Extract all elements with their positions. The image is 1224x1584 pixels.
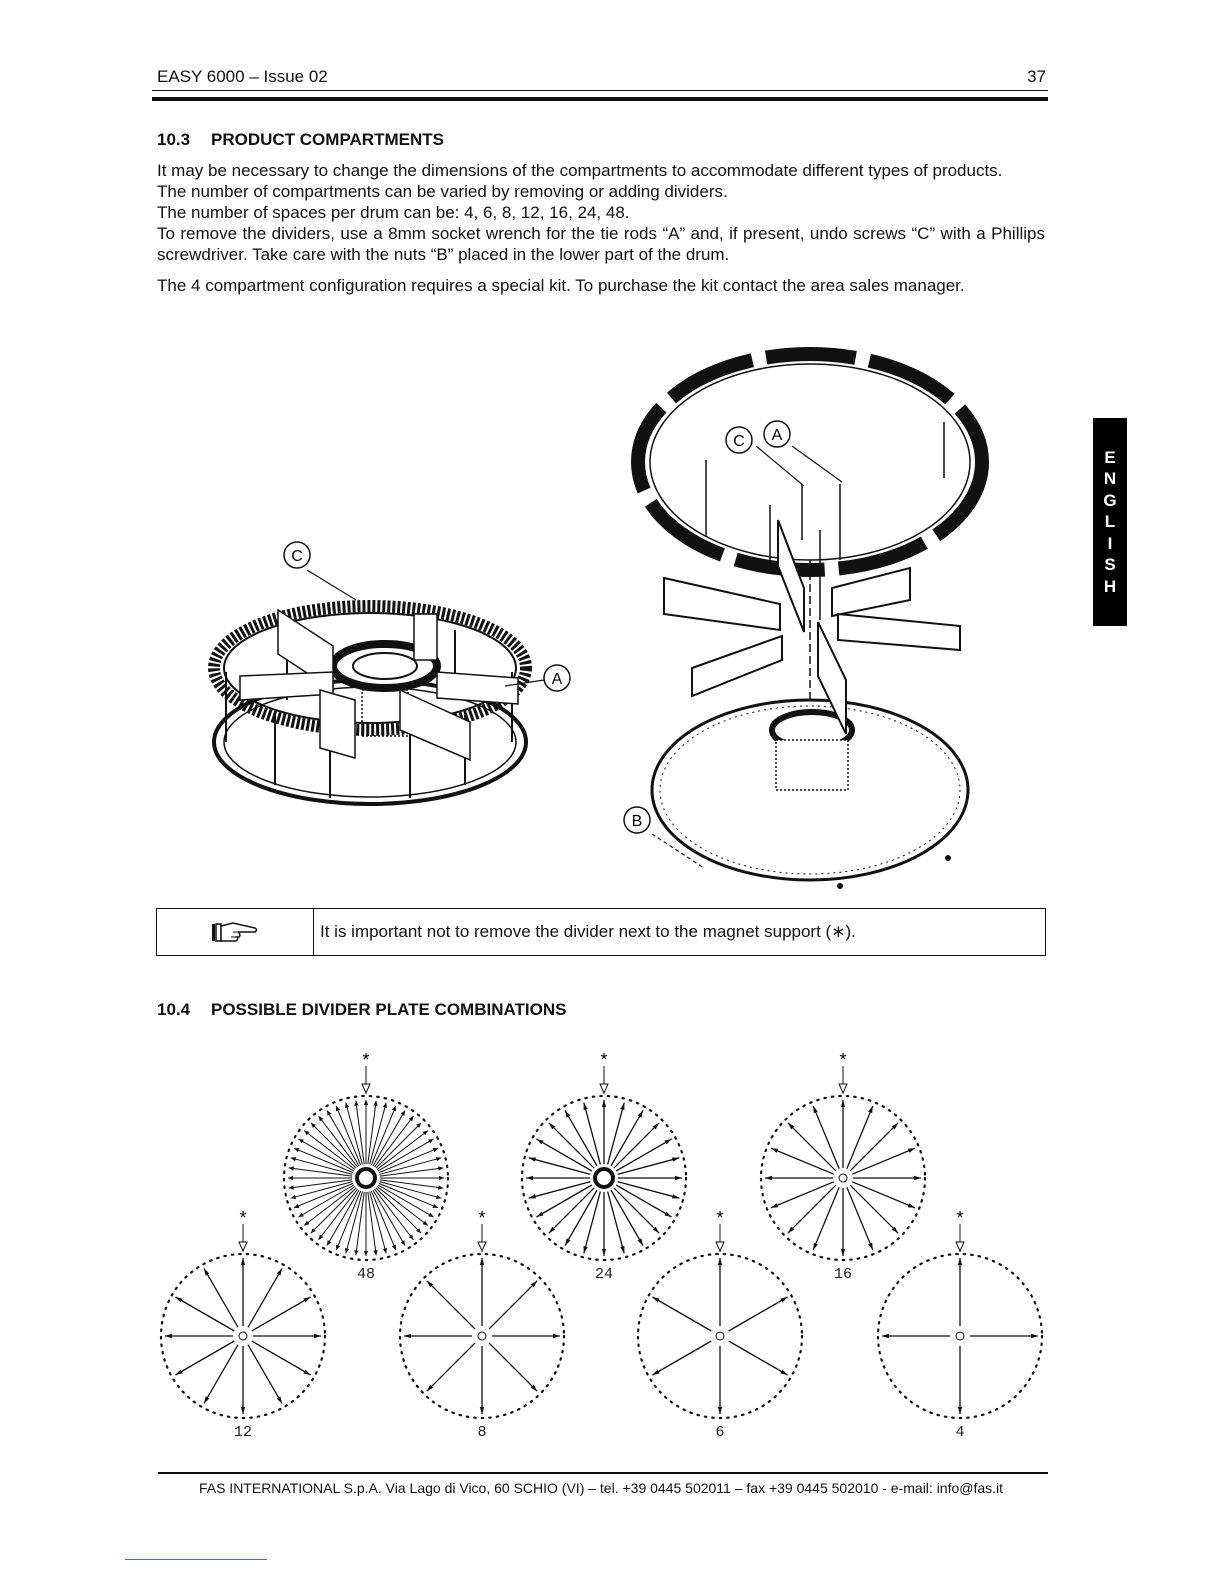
divider-spoke (847, 1106, 873, 1169)
callout-c-right (726, 427, 752, 453)
divider-spoke (526, 1176, 590, 1180)
wheel-count-label: 24 (594, 1266, 614, 1283)
callout-a-left (544, 665, 570, 691)
divider-spoke (404, 1334, 472, 1338)
divider-spoke (492, 1334, 560, 1338)
divider-spoke (480, 1258, 484, 1326)
paragraph-special-kit: The 4 compartment configuration requires a special kit. To purchase the kit contact the area sales manager. (157, 276, 965, 295)
footer-contact: FAS INTERNATIONAL S.p.A. Via Lago di Vico, 60 SCHIO (VI) – tel. +39 0445 502011 – fax +39 0445 502010 - e-mail: info@fas.it (198, 1480, 1004, 1496)
divider-spoke (852, 1182, 915, 1208)
divider-spoke (958, 1258, 962, 1326)
wheel-hub (478, 1332, 486, 1340)
magnet-support-marker (600, 1050, 608, 1094)
nut-dot (837, 883, 843, 889)
divider-spoke (480, 1346, 484, 1414)
magnet-support-marker (839, 1050, 847, 1094)
divider-spoke (718, 1258, 722, 1326)
side-tab-letter: G (1103, 490, 1117, 510)
divider-spoke (327, 1110, 359, 1165)
divider-spoke (652, 1297, 711, 1331)
section-number: 10.4 (157, 1000, 191, 1019)
wheel-hub (357, 1169, 375, 1187)
magnet-star: * (716, 1208, 724, 1228)
divider-spoke (327, 1190, 359, 1245)
callout-c-left (284, 542, 310, 568)
divider-spoke (371, 1106, 396, 1165)
wheel-hub (956, 1332, 964, 1340)
pointing-hand-icon (211, 920, 259, 944)
divider-spoke (529, 1157, 591, 1174)
divider-spoke (311, 1123, 356, 1168)
callout-label: C (291, 548, 303, 565)
divider-spoke (602, 1192, 606, 1256)
divider-spoke (294, 1148, 353, 1173)
magnet-support-marker (362, 1050, 370, 1094)
side-tab-letter: H (1103, 576, 1117, 596)
divider-spoke (847, 1187, 873, 1250)
divider-spoke (489, 1343, 537, 1391)
callout-label: C (733, 433, 745, 450)
link-underline (125, 1559, 267, 1560)
divider-spoke (602, 1100, 606, 1164)
divider-spoke (882, 1334, 950, 1338)
divider-wheel-4 (878, 1208, 1042, 1441)
divider-spoke (311, 1188, 356, 1233)
divider-spoke (850, 1123, 898, 1171)
divider-spoke (618, 1182, 680, 1199)
side-tab-letter: L (1104, 512, 1116, 532)
header-rule-thin (152, 90, 1048, 91)
wheel-hub (839, 1174, 847, 1182)
wheel-count-label: 48 (356, 1266, 376, 1283)
magnet-star: * (362, 1050, 370, 1070)
divider-spoke (652, 1341, 711, 1375)
wheel-hub (239, 1332, 247, 1340)
section-body (157, 160, 1045, 296)
divider-wheel-8 (400, 1208, 564, 1441)
magnet-star: * (239, 1208, 247, 1228)
divider-spoke (378, 1139, 433, 1171)
divider-spoke (970, 1334, 1038, 1338)
divider-spoke (549, 1123, 594, 1168)
exploded-drum-drawing (638, 354, 982, 880)
drum-assembly-figure (200, 330, 990, 900)
wheel-count-label: 6 (715, 1424, 725, 1441)
divider-spoke (378, 1185, 433, 1217)
magnet-support-marker (716, 1208, 724, 1252)
footer-rule (158, 1472, 1048, 1474)
divider-spoke (204, 1345, 238, 1404)
divider-wheel-48 (284, 1050, 448, 1283)
divider-spoke (614, 1188, 659, 1233)
divider-spoke (841, 1100, 845, 1168)
magnet-star: * (956, 1208, 964, 1228)
divider-spoke (204, 1268, 238, 1327)
magnet-star: * (839, 1050, 847, 1070)
divider-spoke (376, 1188, 421, 1233)
divider-wheel-12 (161, 1208, 325, 1441)
divider-spoke (788, 1123, 836, 1171)
divider-spoke (583, 1103, 600, 1165)
divider-spoke (241, 1258, 245, 1326)
callout-label: A (771, 427, 783, 444)
divider-spoke (813, 1106, 839, 1169)
paragraph-number-of-compartments: The number of compartments can be varied by removing or adding dividers. (157, 182, 728, 201)
divider-spoke (618, 1157, 680, 1174)
divider-spoke (718, 1346, 722, 1414)
section-number: 10.3 (157, 130, 191, 149)
divider-spoke (427, 1343, 475, 1391)
divider-spoke (729, 1341, 788, 1375)
callout-b (624, 807, 650, 833)
wheel-count-label: 12 (233, 1424, 253, 1441)
divider-wheel-6 (638, 1208, 802, 1441)
note-text: It is important not to remove the divider next to the magnet support (∗). (320, 922, 856, 941)
callout-leader (792, 446, 842, 482)
divider-spoke (380, 1176, 444, 1180)
assembled-drum-drawing (214, 606, 526, 804)
divider-spoke (427, 1281, 475, 1329)
paragraph-remove-dividers: To remove the dividers, use a 8mm socket wrench for the tie rods “A” and, if present, undo screws “C” with a Phillips screwdriver. Take care with the nuts “B” placed in the lower part of the drum. (157, 224, 1045, 264)
side-tab-letter: E (1104, 447, 1116, 467)
divider-spoke (376, 1123, 421, 1168)
divider-combinations-figure (150, 1040, 1050, 1450)
magnet-support-marker (956, 1208, 964, 1252)
section-heading-divider-combinations (157, 1000, 566, 1020)
magnet-support-marker (478, 1208, 486, 1252)
divider-wheel-24 (522, 1050, 686, 1283)
divider-spoke (373, 1110, 405, 1165)
document-title: EASY 6000 – Issue 02 (157, 67, 328, 86)
side-tab-letter: N (1103, 469, 1117, 489)
divider-spoke (853, 1176, 921, 1180)
divider-spoke (771, 1182, 834, 1208)
divider-spoke (336, 1106, 361, 1165)
callout-leader (756, 446, 804, 486)
divider-spoke (241, 1346, 245, 1414)
divider-wheel-16 (761, 1050, 925, 1283)
callout-label: A (551, 671, 563, 688)
divider-spoke (288, 1176, 352, 1180)
divider-spoke (373, 1190, 405, 1245)
section-title: POSSIBLE DIVIDER PLATE COMBINATIONS (211, 1000, 567, 1019)
wheel-hub (595, 1169, 613, 1187)
side-tab-letter: I (1107, 533, 1113, 553)
divider-spoke (165, 1334, 233, 1338)
divider-spoke (294, 1183, 353, 1208)
paragraph-compartment-dimensions: It may be necessary to change the dimensions of the compartments to accommodate different types of products. (157, 161, 1003, 180)
divider-spoke (364, 1100, 368, 1164)
divider-spoke (813, 1187, 839, 1250)
wheel-count-label: 8 (477, 1424, 487, 1441)
divider-spoke (788, 1185, 836, 1233)
section-heading-product-compartments (157, 130, 444, 150)
divider-spoke (175, 1341, 234, 1375)
wheel-count-label: 16 (833, 1266, 853, 1283)
header-rule-thick (152, 97, 1048, 101)
divider-spoke (252, 1341, 311, 1375)
side-tab-letter: S (1104, 555, 1116, 575)
divider-spoke (549, 1188, 594, 1233)
paragraph-spaces-per-drum: The number of spaces per drum can be: 4, 6, 8, 12, 16, 24, 48. (157, 203, 630, 222)
section-title: PRODUCT COMPARTMENTS (211, 130, 444, 149)
divider-spoke (852, 1148, 915, 1174)
wheel-hub (716, 1332, 724, 1340)
wheel-count-label: 4 (955, 1424, 965, 1441)
divider-spoke (253, 1334, 321, 1338)
divider-spoke (841, 1188, 845, 1256)
divider-spoke (850, 1185, 898, 1233)
divider-spoke (298, 1185, 353, 1217)
nut-dot (945, 855, 951, 861)
note-icon-cell (157, 909, 314, 955)
divider-spoke (371, 1191, 396, 1250)
divider-spoke (379, 1148, 438, 1173)
page-number: 37 (1027, 67, 1046, 86)
divider-spoke (771, 1148, 834, 1174)
divider-spoke (614, 1123, 659, 1168)
divider-spoke (958, 1346, 962, 1414)
divider-spoke (608, 1103, 625, 1165)
divider-spoke (175, 1297, 234, 1331)
divider-spoke (608, 1192, 625, 1254)
callout-a-right (764, 421, 790, 447)
language-side-tab (1093, 418, 1127, 626)
divider-spoke (765, 1176, 833, 1180)
magnet-support-marker (239, 1208, 247, 1252)
divider-spoke (336, 1191, 361, 1250)
divider-spoke (248, 1345, 282, 1404)
divider-spoke (252, 1297, 311, 1331)
magnet-star: * (478, 1208, 486, 1228)
callout-label: B (631, 813, 643, 830)
note-box (156, 908, 1046, 956)
callout-leader (307, 570, 356, 600)
divider-spoke (379, 1183, 438, 1208)
divider-spoke (729, 1297, 788, 1331)
magnet-star: * (600, 1050, 608, 1070)
divider-spoke (529, 1182, 591, 1199)
divider-spoke (248, 1268, 282, 1327)
divider-spoke (583, 1192, 600, 1254)
divider-spoke (364, 1192, 368, 1256)
divider-spoke (489, 1281, 537, 1329)
divider-spoke (298, 1139, 353, 1171)
divider-spoke (618, 1176, 682, 1180)
